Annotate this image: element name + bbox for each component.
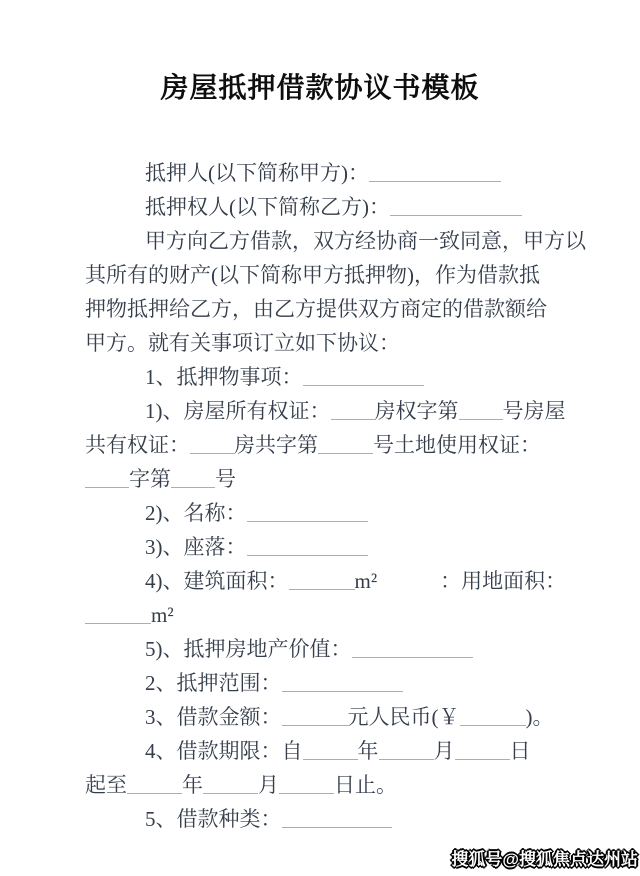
blank-field [171,474,215,488]
blank-field [289,576,355,590]
doc-line-item4-term-a: 4、借款期限：自 年 月 日 [145,739,531,763]
blank-field [247,542,368,556]
page-title: 房屋抵押借款协议书模板 [160,72,480,103]
doc-line-item3-amount: 3、借款金额： 元人民币(￥ )。 [145,705,554,729]
doc-line-item4-term-b: 起至 年 月 日止。 [85,773,397,797]
doc-line-item1-2-name: 2)、名称： [85,496,563,530]
doc-line-mortgagor: 抵押人(以下简称甲方)： [85,156,563,190]
blank-field [390,202,522,216]
blank-field [203,780,258,794]
blank-field [85,474,129,488]
doc-line-item1-4-area-b: m² [85,598,563,632]
doc-line-item1-5-value: 5)、抵押房地产价值： [85,632,563,666]
blank-field [352,644,473,658]
blank-field [190,440,234,454]
doc-line-mortgagee: 抵押权人(以下简称乙方)： [85,190,563,224]
blank-field [460,712,526,726]
blank-field [279,780,334,794]
doc-line-item1-1c: 字第 号 [85,462,563,496]
blank-field [455,746,510,760]
doc-line-item5-type: 5、借款种类： [85,802,563,836]
doc-line-item1-4-area-a: 4)、建筑面积： m² ：用地面积： [145,569,567,593]
blank-field [318,440,373,454]
blank-field [282,678,403,692]
doc-line-item1-1b: 共有权证： 房共字第 号土地使用权证： [85,433,541,457]
blank-field [85,610,151,624]
blank-field [127,780,182,794]
blank-field [331,406,375,420]
blank-field [303,372,424,386]
doc-line-item1: 1、抵押物事项： [85,360,563,394]
blank-field [369,168,501,182]
document-body [85,156,586,836]
blank-field [282,814,392,828]
watermark: 搜狐号@搜狐焦点达州站 [451,850,638,869]
blank-field [247,508,368,522]
doc-line-preamble-4: 甲方。就有关事项订立如下协议： [85,331,400,355]
blank-field [379,746,434,760]
doc-line-preamble-1: 甲方向乙方借款，双方经协商一致同意，甲方以 [145,229,586,253]
doc-line-preamble-3: 押物抵押给乙方，由乙方提供双方商定的借款额给 [85,297,547,321]
doc-line-item1-1a: 1)、房屋所有权证： 房权字第 号房屋 [145,399,566,423]
doc-line-item1-3-location: 3)、座落： [85,530,563,564]
doc-line-item2-scope: 2、抵押范围： [85,666,563,700]
blank-field [303,746,358,760]
blank-field [459,406,503,420]
doc-line-preamble-2: 其所有的财产(以下简称甲方抵押物)，作为借款抵 [85,263,540,287]
blank-field [282,712,348,726]
